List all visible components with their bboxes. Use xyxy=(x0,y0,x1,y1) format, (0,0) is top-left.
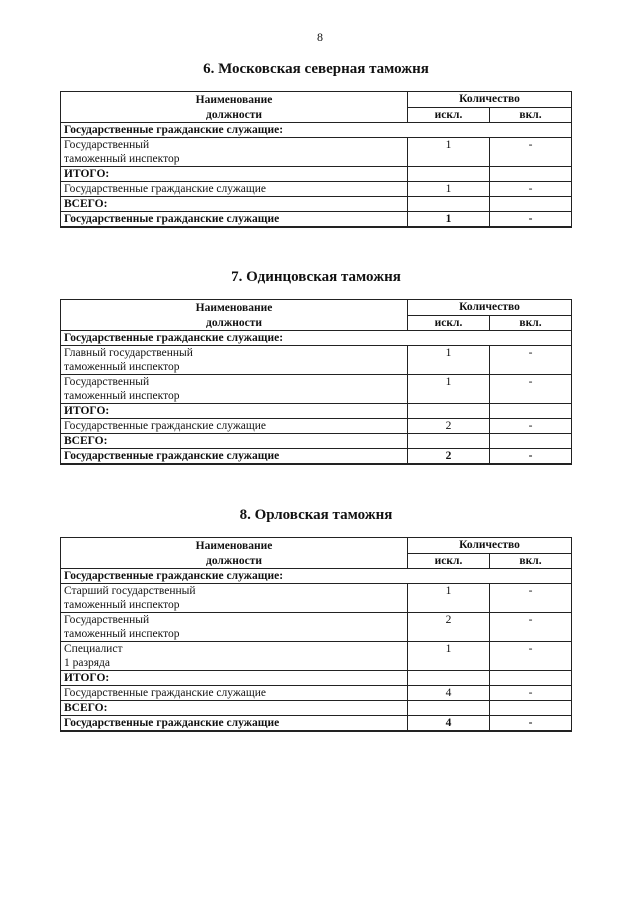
empty-cell xyxy=(408,404,490,419)
position-line2: таможенный инспектор xyxy=(64,628,180,640)
empty-cell xyxy=(490,701,572,716)
position-line1: Государственный xyxy=(64,139,150,151)
itogo-incl: - xyxy=(490,182,572,197)
itogo-excl: 1 xyxy=(408,182,490,197)
header-name-line2: должности xyxy=(206,555,262,567)
section-orel xyxy=(60,506,572,732)
group-label: Государственные гражданские служащие: xyxy=(61,331,572,346)
header-quantity: Количество xyxy=(408,300,572,316)
incl-value: - xyxy=(490,642,572,671)
empty-cell xyxy=(408,167,490,182)
vsego-row xyxy=(61,449,572,465)
itogo-label: ИТОГО: xyxy=(61,167,408,182)
position-line1: Государственный xyxy=(64,376,150,388)
header-name-cell xyxy=(61,92,408,123)
header-quantity: Количество xyxy=(408,538,572,554)
position-line1: Старший государственный xyxy=(64,585,196,597)
section-moscow-north xyxy=(60,60,572,228)
vsego-incl: - xyxy=(490,449,572,465)
position-name xyxy=(61,346,408,375)
table-row xyxy=(61,584,572,613)
itogo-name: Государственные гражданские служащие xyxy=(61,686,408,701)
header-name-cell xyxy=(61,300,408,331)
incl-value: - xyxy=(490,375,572,404)
table-row xyxy=(61,138,572,167)
empty-cell xyxy=(490,197,572,212)
incl-value: - xyxy=(490,584,572,613)
section-title: 8. Орловская таможня xyxy=(239,507,393,523)
vsego-incl: - xyxy=(490,716,572,732)
table-row xyxy=(61,613,572,642)
itogo-label-row xyxy=(61,671,572,686)
vsego-name: Государственные гражданские служащие xyxy=(61,449,408,465)
incl-value: - xyxy=(490,346,572,375)
vsego-excl: 2 xyxy=(408,449,490,465)
header-name-cell xyxy=(61,538,408,569)
empty-cell xyxy=(490,167,572,182)
position-name xyxy=(61,584,408,613)
header-name-line2: должности xyxy=(206,317,262,329)
itogo-name: Государственные гражданские служащие xyxy=(61,182,408,197)
group-label: Государственные гражданские служащие: xyxy=(61,123,572,138)
section-title: 6. Московская северная таможня xyxy=(203,61,429,77)
excl-value: 1 xyxy=(408,138,490,167)
position-line2: таможенный инспектор xyxy=(64,390,180,402)
empty-cell xyxy=(490,671,572,686)
itogo-row xyxy=(61,686,572,701)
vsego-label-row xyxy=(61,197,572,212)
position-line1: Государственный xyxy=(64,614,150,626)
position-name xyxy=(61,138,408,167)
group-row xyxy=(61,569,572,584)
header-name-line2: должности xyxy=(206,109,262,121)
table-header-row xyxy=(61,300,572,316)
header-name-line1: Наименование xyxy=(195,94,273,106)
staff-table xyxy=(60,299,572,465)
incl-value: - xyxy=(490,138,572,167)
group-row xyxy=(61,123,572,138)
vsego-label-row xyxy=(61,434,572,449)
vsego-label: ВСЕГО: xyxy=(61,434,408,449)
vsego-label: ВСЕГО: xyxy=(61,197,408,212)
excl-value: 1 xyxy=(408,642,490,671)
itogo-label: ИТОГО: xyxy=(61,671,408,686)
page-number: 8 xyxy=(317,30,323,44)
table-header-row xyxy=(61,92,572,108)
empty-cell xyxy=(490,434,572,449)
vsego-excl: 4 xyxy=(408,716,490,732)
itogo-label-row xyxy=(61,167,572,182)
empty-cell xyxy=(408,671,490,686)
empty-cell xyxy=(408,197,490,212)
itogo-incl: - xyxy=(490,686,572,701)
vsego-excl: 1 xyxy=(408,212,490,228)
itogo-name: Государственные гражданские служащие xyxy=(61,419,408,434)
staff-table xyxy=(60,91,572,228)
position-line2: таможенный инспектор xyxy=(64,361,180,373)
position-line2: 1 разряда xyxy=(64,657,111,669)
excl-value: 2 xyxy=(408,613,490,642)
staff-table xyxy=(60,537,572,732)
position-line1: Главный государственный xyxy=(64,347,193,359)
excl-value: 1 xyxy=(408,584,490,613)
table-header-row xyxy=(61,538,572,554)
empty-cell xyxy=(408,434,490,449)
empty-cell xyxy=(408,701,490,716)
group-label: Государственные гражданские служащие: xyxy=(61,569,572,584)
itogo-label: ИТОГО: xyxy=(61,404,408,419)
header-excl: искл. xyxy=(408,315,490,331)
vsego-name: Государственные гражданские служащие xyxy=(61,212,408,228)
header-excl: искл. xyxy=(408,553,490,569)
itogo-label-row xyxy=(61,404,572,419)
position-line1: Специалист xyxy=(64,643,123,655)
itogo-row xyxy=(61,419,572,434)
header-excl: искл. xyxy=(408,107,490,123)
position-name xyxy=(61,613,408,642)
header-incl: вкл. xyxy=(490,315,572,331)
header-name-line1: Наименование xyxy=(195,540,273,552)
header-quantity: Количество xyxy=(408,92,572,108)
position-line2: таможенный инспектор xyxy=(64,153,180,165)
vsego-row xyxy=(61,716,572,732)
excl-value: 1 xyxy=(408,375,490,404)
itogo-excl: 2 xyxy=(408,419,490,434)
table-row xyxy=(61,375,572,404)
section-odintsovo xyxy=(60,268,572,465)
section-title: 7. Одинцовская таможня xyxy=(231,269,401,285)
incl-value: - xyxy=(490,613,572,642)
vsego-name: Государственные гражданские служащие xyxy=(61,716,408,732)
header-name-line1: Наименование xyxy=(195,302,273,314)
vsego-label: ВСЕГО: xyxy=(61,701,408,716)
vsego-incl: - xyxy=(490,212,572,228)
position-name xyxy=(61,375,408,404)
table-row xyxy=(61,642,572,671)
vsego-row xyxy=(61,212,572,228)
excl-value: 1 xyxy=(408,346,490,375)
itogo-row xyxy=(61,182,572,197)
position-line2: таможенный инспектор xyxy=(64,599,180,611)
empty-cell xyxy=(490,404,572,419)
position-name xyxy=(61,642,408,671)
itogo-excl: 4 xyxy=(408,686,490,701)
table-row xyxy=(61,346,572,375)
vsego-label-row xyxy=(61,701,572,716)
itogo-incl: - xyxy=(490,419,572,434)
header-incl: вкл. xyxy=(490,553,572,569)
header-incl: вкл. xyxy=(490,107,572,123)
group-row xyxy=(61,331,572,346)
